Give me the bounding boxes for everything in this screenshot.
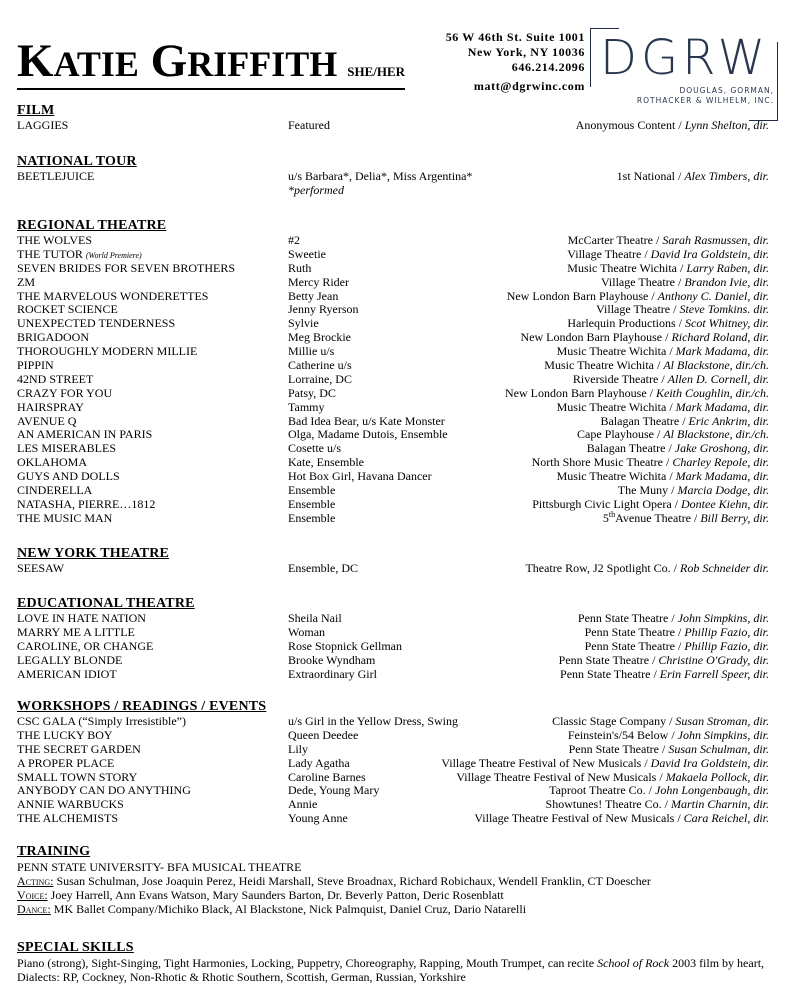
credit-venue: Village Theatre Festival of New Musicals / David Ira Goldstein, dir. (441, 755, 769, 770)
training-acting: Acting: Susan Schulman, Jose Joaquin Perez, Heidi Marshall, Steve Broadnax, Richard Robichaux, Wendell Franklin, CT Doescher (17, 874, 651, 888)
credit-venue: North Shore Music Theatre / Charley Repole, dir. (531, 455, 769, 470)
section-heading: NATIONAL TOUR (17, 154, 137, 169)
credit-row (17, 456, 769, 470)
section-heading: REGIONAL THEATRE (17, 218, 167, 233)
new-york-theatre-section (17, 546, 769, 576)
credit-title: THOROUGHLY MODERN MILLIE (17, 344, 198, 359)
credit-venue: Penn State Theatre / Christine O'Grady, dir. (558, 652, 769, 667)
credit-title: LEGALLY BLONDE (17, 652, 123, 667)
credit-role: Ensemble (288, 483, 336, 498)
credit-title: SEVEN BRIDES FOR SEVEN BROTHERS (17, 260, 236, 275)
section-heading: SPECIAL SKILLS (17, 940, 134, 955)
credit-venue: Village Theatre / Brandon Ivie, dir. (600, 274, 769, 289)
credit-row (17, 345, 769, 359)
credit-row (17, 729, 769, 743)
credit-role: Olga, Madame Dutois, Ensemble (288, 427, 448, 442)
credit-title: CINDERELLA (17, 483, 93, 498)
credit-title: LOVE IN HATE NATION (17, 611, 146, 625)
credit-title: NATASHA, PIERRE…1812 (17, 496, 156, 511)
credit-row (17, 470, 769, 484)
credit-venue: Showtunes! Theatre Co. / Martin Charnin, dir. (545, 797, 769, 812)
credit-row (17, 234, 769, 248)
credit-title: ZM (17, 274, 35, 289)
credit-row (17, 317, 769, 331)
credit-title: PIPPIN (17, 358, 54, 373)
credit-role: Kate, Ensemble (288, 455, 364, 470)
section-heading: FILM (17, 103, 55, 118)
credit-row (17, 359, 769, 373)
credit-role: Sheila Nail (288, 611, 342, 625)
credit-title: THE SECRET GARDEN (17, 741, 141, 756)
credit-row (17, 626, 769, 640)
credit-role: Rose Stopnick Gellman (288, 638, 402, 653)
credit-row (17, 757, 769, 771)
credit-title: CRAZY FOR YOU (17, 385, 113, 400)
credit-row (17, 562, 769, 576)
credit-role: Brooke Wyndham (288, 652, 376, 667)
credit-list (17, 612, 769, 681)
credit-venue: Music Theatre Wichita / Mark Madama, dir. (556, 344, 769, 359)
credit-title: CAROLINE, OR CHANGE (17, 638, 154, 653)
credit-venue: Riverside Theatre / Allen D. Cornell, dir. (572, 371, 769, 386)
credit-role: Dede, Young Mary (288, 783, 380, 798)
credit-row (17, 262, 769, 276)
credit-venue: Anonymous Content / Lynn Shelton, dir. (575, 118, 769, 132)
credit-title: CSC GALA (“Simply Irresistible”) (17, 714, 186, 728)
logo-letters: DGRW (600, 30, 770, 86)
credit-title: ANNIE WARBUCKS (17, 797, 124, 812)
national-tour-section (17, 154, 769, 197)
credit-role: Hot Box Girl, Havana Dancer (288, 469, 432, 484)
credit-venue: Taproot Theatre Co. / John Longenbaugh, dir. (549, 783, 769, 798)
credit-row (17, 812, 769, 826)
credit-role: Jenny Ryerson (288, 302, 359, 317)
credit-row (17, 498, 769, 512)
credit-title: A PROPER PLACE (17, 755, 115, 770)
credit-title: LES MISERABLES (17, 441, 117, 456)
training-dance: Dance: MK Ballet Company/Michiko Black, Al Blackstone, Nick Palmquist, Daniel Cruz, Dario Natarelli (17, 902, 527, 916)
credit-row (17, 169, 769, 197)
credit-title: AVENUE Q (17, 413, 77, 428)
credit-venue: Village Theatre / Steve Tomkins. dir. (596, 302, 769, 317)
credit-role: Catherine u/s (288, 358, 352, 373)
special-skills-section (17, 940, 769, 984)
credit-list (17, 715, 769, 826)
credit-role: Sweetie (288, 246, 326, 261)
credit-row (17, 612, 769, 626)
credit-venue: Theatre Row, J2 Spotlight Co. / Rob Schneider dir. (525, 561, 769, 575)
credit-title: THE LUCKY BOY (17, 727, 113, 742)
credit-venue: New London Barn Playhouse / Keith Coughlin, dir./ch. (505, 385, 769, 400)
credit-role: Tammy (288, 399, 325, 414)
credit-venue: New London Barn Playhouse / Richard Roland, dir. (520, 330, 769, 345)
name-last-rest: RIFFITH (187, 44, 338, 84)
agency-contact (420, 30, 585, 94)
credit-row (17, 771, 769, 785)
credit-title: LAGGIES (17, 118, 69, 132)
credit-role: Ensemble (288, 510, 336, 525)
credit-title: 42ND STREET (17, 371, 94, 386)
name-last-initial: G (150, 35, 188, 87)
world-premiere-note: (World Premiere) (85, 250, 142, 260)
credit-role: Sylvie (288, 316, 319, 331)
credit-row (17, 387, 769, 401)
performed-note: *performed (288, 183, 344, 197)
credit-venue: Penn State Theatre / Susan Schulman, dir. (568, 741, 769, 756)
agency-address-line1: 56 W 46th St. Suite 1001 (445, 30, 585, 44)
credit-row (17, 415, 769, 429)
actor-name (17, 35, 406, 90)
credit-role: Bad Idea Bear, u/s Kate Monster (288, 413, 445, 428)
skills-text: Piano (strong), Sight-Singing, Tight Harmonies, Locking, Puppetry, Choreography, Rapping, Mouth Trumpet, can recite School of Rock 2003 film by heart, Dialects: RP, Cockney, Non-Rhotic & Rhotic Southern, Scottish, German, Russian, Yorkshire (17, 956, 765, 984)
credit-title: THE TUTOR (17, 246, 83, 261)
credit-role: u/s Barbara*, Delia*, Miss Argentina* (288, 169, 473, 183)
credit-venue: Village Theatre Festival of New Musicals / Cara Reichel, dir. (474, 811, 769, 826)
credit-venue: Music Theatre Wichita / Larry Raben, dir. (567, 260, 769, 275)
credit-role: Lady Agatha (288, 755, 350, 770)
credit-venue: Balagan Theatre / Eric Ankrim, dir. (600, 413, 769, 428)
credit-row (17, 509, 769, 526)
credit-role: u/s Girl in the Yellow Dress, Swing (288, 714, 459, 728)
credit-list (17, 234, 769, 526)
credit-row (17, 640, 769, 654)
credit-row (17, 668, 769, 682)
credit-venue: McCarter Theatre / Sarah Rasmussen, dir. (567, 233, 769, 247)
credit-row (17, 276, 769, 290)
credit-venue: Music Theatre Wichita / Al Blackstone, dir./ch. (544, 358, 769, 373)
credit-role: Millie u/s (288, 344, 335, 359)
film-section (17, 103, 769, 133)
logo-tagline-line2: ROTHACKER & WILHELM, INC. (636, 96, 774, 105)
credit-role: Ensemble (288, 496, 336, 511)
training-voice: Voice: Joey Harrell, Ann Evans Watson, Mary Saunders Barton, Dr. Beverly Patton, Deric Rosenblatt (17, 888, 504, 902)
credit-title: SEESAW (17, 561, 65, 575)
credit-title: THE WOLVES (17, 233, 92, 247)
credit-role: Patsy, DC (288, 385, 336, 400)
credit-title: THE MARVELOUS WONDERETTES (17, 288, 209, 303)
name-first-rest: ATIE (53, 44, 139, 84)
credit-role: Extraordinary Girl (288, 666, 377, 681)
credit-venue: Penn State Theatre / Erin Farrell Speer, dir. (560, 666, 769, 681)
credit-row (17, 743, 769, 757)
workshops-section (17, 699, 769, 826)
credit-role: Lorraine, DC (288, 371, 352, 386)
credit-row (17, 248, 769, 262)
credit-role: Woman (288, 624, 326, 639)
credit-title: MARRY ME A LITTLE (17, 624, 135, 639)
credit-row (17, 715, 769, 729)
credit-title: ANYBODY CAN DO ANYTHING (17, 783, 191, 798)
credit-title: UNEXPECTED TENDERNESS (17, 316, 176, 331)
credit-venue: Penn State Theatre / Phillip Fazio, dir. (584, 624, 769, 639)
credit-role: Annie (288, 797, 318, 812)
credit-venue: New London Barn Playhouse / Anthony C. Daniel, dir. (506, 288, 769, 303)
credit-row (17, 654, 769, 668)
credit-role: Featured (288, 118, 330, 132)
credit-venue: Cape Playhouse / Al Blackstone, dir./ch. (577, 427, 769, 442)
credit-title: AN AMERICAN IN PARIS (17, 427, 153, 442)
credit-row (17, 290, 769, 304)
credit-role: Betty Jean (288, 288, 339, 303)
credit-title: SMALL TOWN STORY (17, 769, 138, 784)
credit-venue: The Muny / Marcia Dodge, dir. (617, 483, 769, 498)
credit-venue: Classic Stage Company / Susan Stroman, dir. (552, 714, 769, 728)
credit-row (17, 119, 769, 133)
credit-venue: Village Theatre / David Ira Goldstein, dir. (567, 246, 769, 261)
credit-row (17, 798, 769, 812)
credit-row (17, 442, 769, 456)
pronouns: SHE/HER (347, 64, 406, 79)
educational-theatre-section (17, 596, 769, 681)
credit-row (17, 331, 769, 345)
section-heading: EDUCATIONAL THEATRE (17, 596, 195, 611)
credit-title: HAIRSPRAY (17, 399, 84, 414)
credit-venue: Pittsburgh Civic Light Opera / Dontee Kiehn, dir. (532, 496, 769, 511)
credit-venue: 1st National / Alex Timbers, dir. (616, 169, 769, 183)
credit-role: Young Anne (288, 811, 348, 826)
credit-row (17, 484, 769, 498)
agency-email[interactable]: matt@dgrwinc.com (473, 79, 585, 93)
agency-address-line2: New York, NY 10036 (467, 45, 585, 59)
credit-title: BEETLEJUICE (17, 169, 95, 183)
credit-venue: Balagan Theatre / Jake Groshong, dir. (586, 441, 769, 456)
credit-row (17, 303, 769, 317)
credit-venue: 5thAvenue Theatre / Bill Berry, dir. (602, 509, 769, 525)
credit-venue: Village Theatre Festival of New Musicals / Makaela Pollock, dir. (456, 769, 769, 784)
credit-venue: Music Theatre Wichita / Mark Madama, dir. (556, 469, 769, 484)
credit-role: Mercy Rider (288, 274, 349, 289)
credit-title: THE ALCHEMISTS (17, 811, 119, 826)
credit-venue: Penn State Theatre / Phillip Fazio, dir. (584, 638, 769, 653)
credit-title: GUYS AND DOLLS (17, 469, 120, 484)
credit-role: #2 (288, 233, 300, 247)
credit-title: ROCKET SCIENCE (17, 302, 118, 317)
regional-theatre-section (17, 218, 769, 526)
credit-role: Ensemble, DC (288, 561, 358, 575)
credit-title: AMERICAN IDIOT (17, 666, 117, 681)
credit-role: Caroline Barnes (288, 769, 366, 784)
credit-role: Queen Deedee (288, 727, 359, 742)
logo-tagline-line1: DOUGLAS, GORMAN, (679, 86, 774, 95)
credit-role: Meg Brockie (288, 330, 351, 345)
section-heading: NEW YORK THEATRE (17, 546, 170, 561)
credit-title: THE MUSIC MAN (17, 510, 113, 525)
training-section (17, 844, 769, 916)
agency-phone: 646.214.2096 (511, 60, 585, 74)
section-heading: TRAINING (17, 844, 91, 859)
credit-row (17, 401, 769, 415)
credit-role: Cosette u/s (288, 441, 341, 456)
credit-role: Ruth (288, 260, 312, 275)
credit-venue: Harlequin Productions / Scot Whitney, dir. (567, 316, 769, 331)
credit-row (17, 373, 769, 387)
credit-row (17, 428, 769, 442)
credit-role: Lily (288, 741, 308, 756)
credit-title: OKLAHOMA (17, 455, 87, 470)
section-heading: WORKSHOPS / READINGS / EVENTS (17, 699, 267, 714)
credit-venue: Music Theatre Wichita / Mark Madama, dir. (556, 399, 769, 414)
credit-title: BRIGADOON (17, 330, 89, 345)
name-initial: K (17, 35, 54, 87)
training-school: PENN STATE UNIVERSITY- BFA MUSICAL THEATRE (17, 860, 302, 874)
credit-venue: Feinstein's/54 Below / John Simpkins, dir. (567, 727, 769, 742)
credit-venue: Penn State Theatre / John Simpkins, dir. (577, 611, 769, 625)
credit-row (17, 784, 769, 798)
